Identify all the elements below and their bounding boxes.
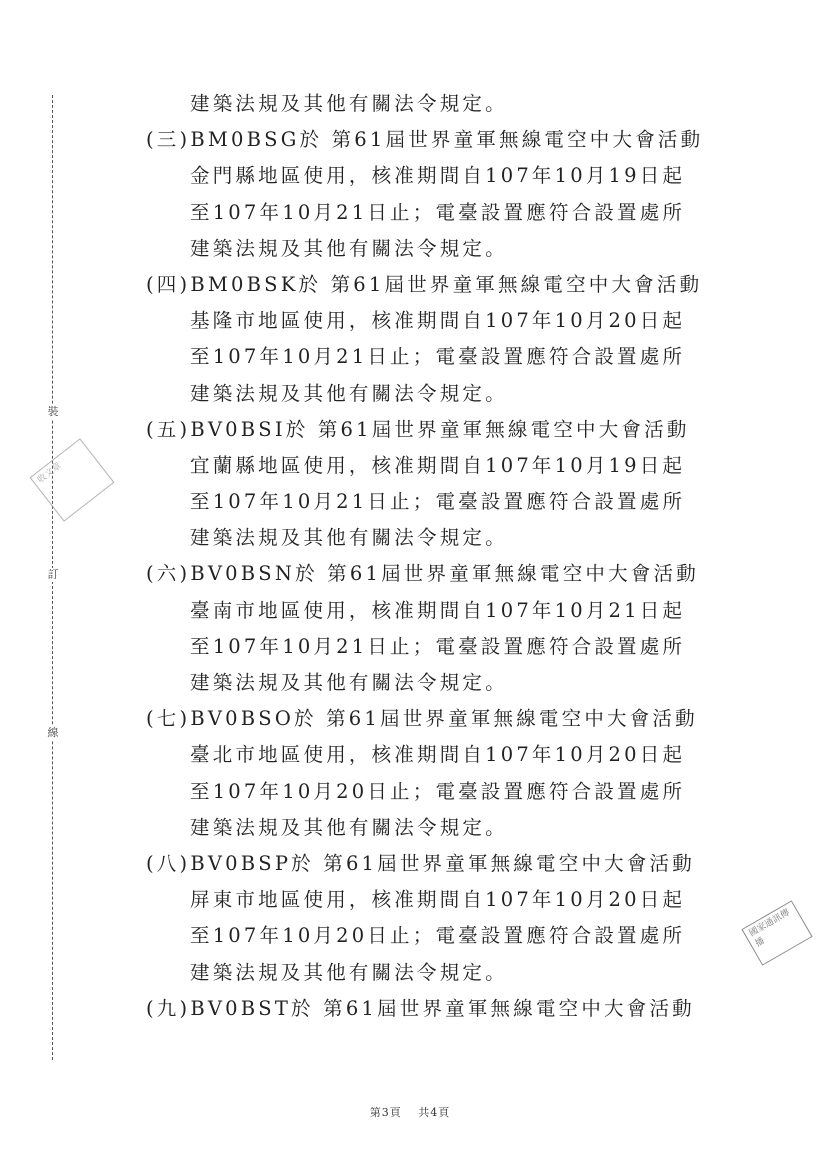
list-item [146,556,726,701]
item-line: 至107年10月20日止；電臺設置應符合設置處所 [190,924,686,948]
receipt-stamp [30,438,115,522]
item-line: (九)BV0BST於 第61屆世界童軍無線電空中大會活動 [146,996,695,1020]
item-line: 至107年10月21日止；電臺設置應符合設置處所 [190,200,686,224]
item-line: 至107年10月21日止；電臺設置應符合設置處所 [190,634,686,658]
item-line: 至107年10月21日止；電臺設置應符合設置處所 [190,490,686,514]
item-line: 臺北市地區使用，核准期間自107年10月20日起 [190,743,686,767]
item-line: (五)BV0BSI於 第61屆世界童軍無線電空中大會活動 [146,417,690,441]
item-line: (七)BV0BSO於 第61屆世界童軍無線電空中大會活動 [146,707,698,731]
item-line: 屏東市地區使用，核准期間自107年10月20日起 [190,888,686,912]
item-line: 建築法規及其他有關法令規定。 [190,381,508,405]
binding-label-top: 裝 [47,405,59,418]
item-line: 金門縣地區使用，核准期間自107年10月19日起 [190,164,686,188]
item-line: 臺南市地區使用，核准期間自107年10月21日起 [190,598,686,622]
list-item [146,122,726,267]
list-item [146,267,726,412]
list-item [146,412,726,557]
list-item [146,991,726,1027]
agency-stamp-text: 國家通訊傳播 [747,907,792,950]
list-item [146,701,726,846]
item-line: 建築法規及其他有關法令規定。 [190,960,508,984]
item-line: 建築法規及其他有關法令規定。 [190,815,508,839]
document-body [146,86,726,1027]
continuation-line: 建築法規及其他有關法令規定。 [190,92,508,115]
item-line: 建築法規及其他有關法令規定。 [190,671,508,694]
binding-label-bottom: 線 [47,726,59,739]
page-total: 共4頁 [418,1106,451,1119]
item-line: (四)BM0BSK於 第61屆世界童軍無線電空中大會活動 [146,272,703,296]
receipt-stamp-text: 收文章 [35,461,64,486]
page-number: 第3頁 [369,1106,402,1119]
item-line: 宜蘭縣地區使用，核准期間自107年10月19日起 [190,453,686,477]
item-line: 建築法規及其他有關法令規定。 [190,236,508,260]
item-line: 至107年10月21日止；電臺設置應符合設置處所 [190,345,686,369]
item-line: 至107年10月20日止；電臺設置應符合設置處所 [190,779,686,803]
binding-label-middle: 訂 [47,568,59,581]
item-line: (六)BV0BSN於 第61屆世界童軍無線電空中大會活動 [146,562,699,586]
agency-stamp [741,900,812,965]
page-footer [0,1104,820,1120]
item-line: 建築法規及其他有關法令規定。 [190,526,508,550]
item-line: 基隆市地區使用，核准期間自107年10月20日起 [190,309,686,333]
item-line: (三)BM0BSG於 第61屆世界童軍無線電空中大會活動 [146,128,704,152]
item-line: (八)BV0BSP於 第61屆世界童軍無線電空中大會活動 [146,851,695,875]
list-item [146,846,726,991]
